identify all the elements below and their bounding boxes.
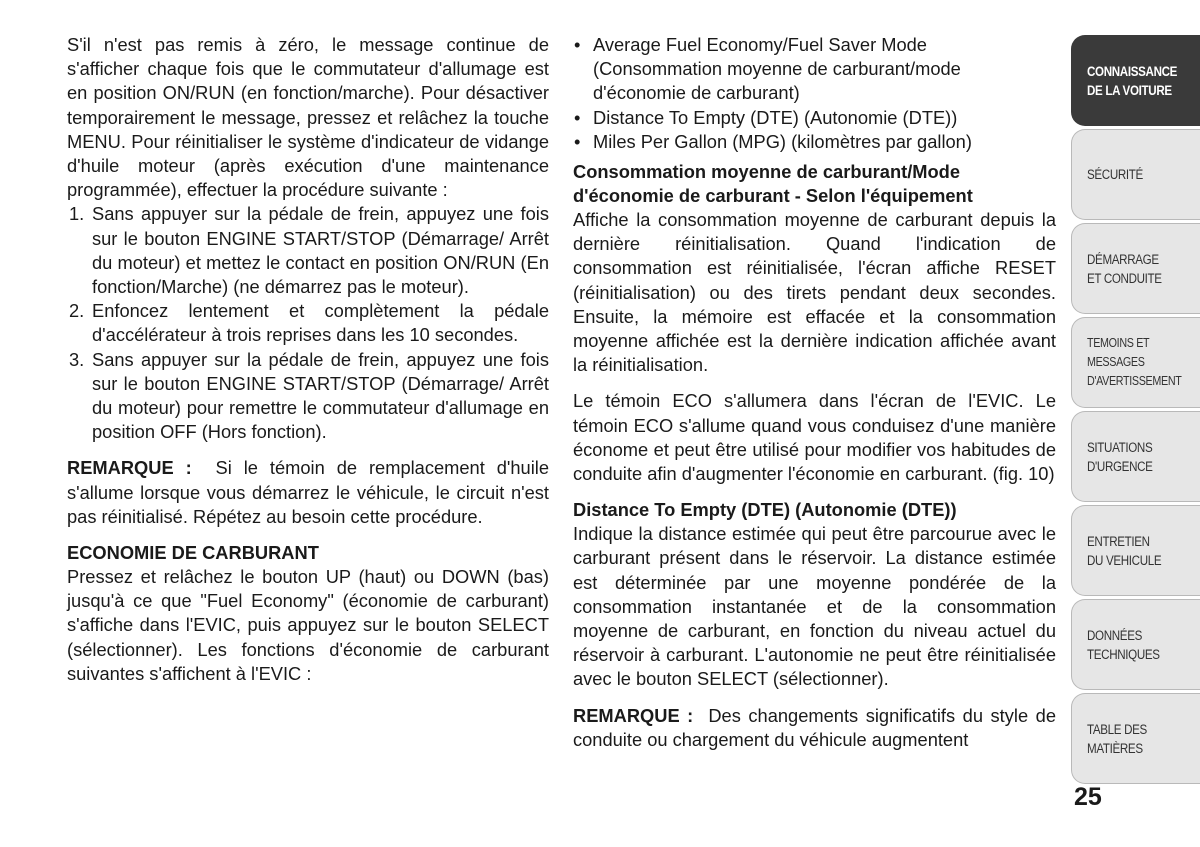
reset-steps-list [67, 202, 549, 444]
tab-label: DÉMARRAGE ET CONDUITE [1087, 251, 1162, 286]
left-column [67, 33, 549, 686]
tab-label: DONNÉES TECHNIQUES [1087, 627, 1160, 662]
tab-label: CONNAISSANCE DE LA VOITURE [1087, 63, 1178, 98]
average-economy-paragraph: Affiche la consommation moyenne de carburant depuis la dernière réinitialisation. Quand l'indication de consommation est réinitialisée, l'écran affiche RESET (réinitialisation) ou des tirets pendant deux secondes. Ensuite, la mémoire est effacée et la consommation moyenne affichée est la dernière indication affichée avant la réinitialisation. [573, 209, 1056, 376]
tab-demarrage-conduite[interactable] [1071, 223, 1200, 314]
tab-entretien-vehicule[interactable] [1071, 505, 1200, 596]
intro-paragraph: S'il n'est pas remis à zéro, le message continue de s'afficher chaque fois que le commutateur d'allumage est en position ON/RUN (en fonction/marche). Pour désactiver temporairement le message, pressez et relâchez la touche MENU. Pour réinitialiser le système d'indicateur de vidange d'huile moteur (après exécution d'une maintenance programmée), effectuer la procédure suivante : [67, 34, 549, 201]
list-item [573, 33, 1056, 106]
tab-connaissance-voiture[interactable] [1071, 35, 1200, 126]
bullet-icon: • [574, 130, 581, 152]
bullet-icon: • [574, 34, 581, 55]
list-item-text: Miles Per Gallon (MPG) (kilomètres par gallon) [593, 130, 972, 152]
tab-label: SITUATIONS D'URGENCE [1087, 439, 1153, 474]
step-text: Sans appuyer sur la pédale de frein, appuyez une fois sur le bouton ENGINE START/STOP (Démarrage/ Arrêt du moteur) et mettez le contact en position ON/RUN (En fonction/Marche) (ne démarrez pas le moteur). [92, 203, 549, 298]
oil-reset-note [67, 456, 549, 529]
tab-label: SÉCURITÉ [1087, 167, 1143, 182]
step-number: 2. [69, 300, 85, 322]
step-text: Enfoncez lentement et complètement la pédale d'accélérateur à trois reprises dans les 10 secondes. [92, 300, 549, 346]
tab-label: ENTRETIEN DU VEHICULE [1087, 533, 1162, 568]
step-item [67, 348, 549, 445]
list-item-text: Distance To Empty (DTE) (Autonomie (DTE)) [593, 106, 958, 128]
tab-donnees-techniques[interactable] [1071, 599, 1200, 690]
eco-indicator-paragraph: Le témoin ECO s'allumera dans l'écran de l'EVIC. Le témoin ECO s'allume quand vous conduisez d'une manière économe et peut être utilisé pour modifier vos habitudes de conduite afin d'augmenter l'économie en carburant. (fig. 10) [573, 390, 1056, 485]
driving-style-note [573, 704, 1056, 752]
average-economy-heading: Consommation moyenne de carburant/Mode d'économie de carburant - Selon l'équipement [573, 161, 973, 207]
right-column [573, 33, 1056, 752]
note-label: REMARQUE : [67, 457, 192, 479]
dte-paragraph: Indique la distance estimée qui peut être parcourue avec le carburant présent dans le réservoir. La distance estimée est déterminée par une moyenne pondérée de la consommation instantanée et de la consommation moyenne de carburant, en fonction du niveau actuel du réservoir à carburant. L'autonomie ne peut être réinitialisée avec le bouton SELECT (sélectionner). [573, 523, 1056, 690]
step-item [67, 299, 549, 347]
note-text: Des changements significatifs du style de conduite ou chargement du véhicule augmentent [573, 704, 1056, 750]
step-text: Sans appuyer sur la pédale de frein, appuyez une fois sur le bouton ENGINE START/STOP (Démarrage/ Arrêt du moteur) pour remettre le commutateur d'allumage en position OFF (Hors fonction). [92, 348, 549, 443]
step-number: 1. [69, 203, 85, 225]
tab-temoins-messages[interactable] [1071, 317, 1200, 408]
fuel-economy-paragraph: Pressez et relâchez le bouton UP (haut) ou DOWN (bas) jusqu'à ce que "Fuel Economy" (économie de carburant) s'affiche dans l'EVIC, puis appuyez sur le bouton SELECT (sélectionner). Les fonctions d'économie de carburant suivantes s'affichent à l'EVIC : [67, 566, 549, 684]
page-number: 25 [1074, 783, 1102, 811]
tab-securite[interactable] [1071, 129, 1200, 220]
list-item [573, 106, 1056, 130]
step-item [67, 202, 549, 299]
note-text: Si le témoin de remplacement d'huile s'allume lorsque vous démarrez le véhicule, le circuit n'est pas réinitialisé. Répétez au besoin cette procédure. [67, 457, 549, 527]
dte-heading: Distance To Empty (DTE) (Autonomie (DTE)) [573, 499, 957, 521]
list-item [573, 130, 1056, 154]
tab-label: TABLE DES MATIÈRES [1087, 721, 1147, 756]
tab-situations-urgence[interactable] [1071, 411, 1200, 502]
tab-label: TEMOINS ET MESSAGES D'AVERTISSEMENT [1087, 336, 1182, 388]
list-item-text: Average Fuel Economy/Fuel Saver Mode (Consommation moyenne de carburant/mode d'économie de carburant) [593, 34, 961, 104]
bullet-icon: • [574, 106, 581, 128]
note-label: REMARQUE : [573, 704, 694, 726]
step-number: 3. [69, 348, 85, 370]
evic-functions-list [573, 33, 1056, 154]
fuel-economy-heading: ECONOMIE DE CARBURANT [67, 542, 319, 564]
section-tabs [1071, 35, 1200, 787]
tab-table-matieres[interactable] [1071, 693, 1200, 784]
